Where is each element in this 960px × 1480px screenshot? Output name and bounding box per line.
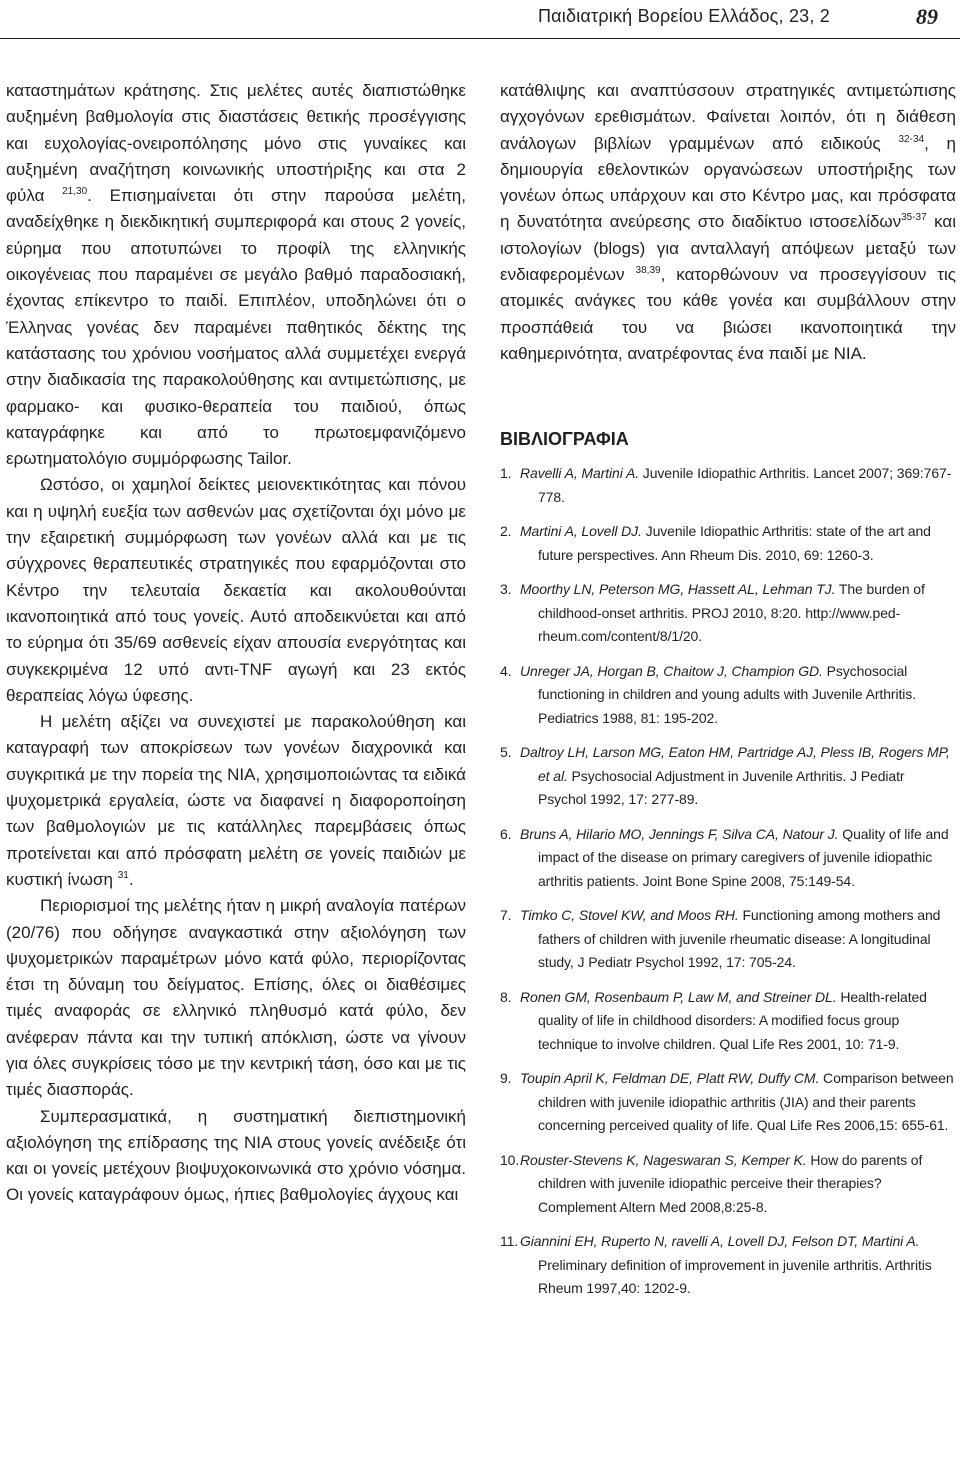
reference-item (500, 1149, 956, 1220)
reference-text: How do parents of children with juvenile idiopathic perceive their therapies? Complement Altern Med 2008,8:25-8. (538, 1151, 923, 1215)
reference-text: Preliminary definition of improvement in juvenile arthritis. Arthritis Rheum 1997,40: 1202-9. (538, 1256, 932, 1297)
reference-text: Psychosocial Adjustment in Juvenile Arthritis. J Pediatr Psychol 1992, 17: 277-89. (538, 767, 905, 808)
paragraph: Ωστόσο, οι χαμηλοί δείκτες μειονεκτικότητας και πόνου και η υψηλή ευεξία των ασθενών μας σχετίζονται όχι μόνο με την εξαιρετική συμμόρφωση των γονέων αλλά και με τις σύγχρονες θεραπευτικές στρατηγικές που εφαρμόζονται στο Κέντρο την τελευταία δεκαετία και ακολουθούνται ικανοποιητικά από τους γονείς. Αυτό αποδεικνύεται και από το εύρημα ότι 35/69 ασθενείς είχαν απουσία ενεργότητας και συγκεκριμένα 12 υπό αντι-TNF αγωγή και 23 εκτός θεραπείας λόγω ύφεσης. (6, 475, 466, 705)
paragraph-text: , η δημιουργία εθελοντικών οργανώσεων υποστήριξης των γονέων όπως υπάρχουν και στο Κέντρο μας, και πρόσφατα η δυνατότητα ανεύρεσης στο διαδίκτυο ιστοσελίδων (500, 133, 956, 232)
page-header (0, 0, 960, 44)
reference-number: 8. (500, 988, 512, 1005)
reference-authors: Unreger JA, Horgan B, Chaitow J, Champion GD. (520, 662, 823, 679)
reference-text: Juvenile Idiopathic Arthritis. Lancet 2007; 369:767-778. (538, 465, 952, 505)
reference-item (500, 1230, 956, 1301)
citation-superscript: 21,30 (62, 186, 88, 198)
page-number: 89 (916, 4, 938, 29)
reference-item (500, 462, 956, 509)
references-list (500, 462, 956, 1301)
paragraph-text: καταστημάτων κράτησης. Στις μελέτες αυτές διαπιστώθηκε αυξημένη βαθμολογία στις διαστάσεις θετικής προσέγγισης και ευχολογίας-ονειροπόλησης μόνο στις γυναίκες και αυξημένη αναζήτηση κοινωνικής υποστήριξης και στα 2 φύλα (6, 81, 466, 206)
paragraph-text: Η μελέτη αξίζει να συνεχιστεί με παρακολούθηση και καταγραφή των αποκρίσεων των γονέων διαχρονικά και συγκριτικά με την πορεία της ΝΙΑ, χρησιμοποιώντας τα ειδικά ψυχομετρικά εργαλεία, ώστε να διαφανεί η διαφοροποίηση των βαθμολογιών με τις κατάλληλες παρεμβάσεις όπως προτείνεται και από πρόσφατη μελέτη σε γονείς παιδιών με κυστική ίνωση (6, 712, 466, 889)
reference-text: Quality of life and impact of the disease on primary caregivers of juvenile idiopathic arthritis patients. Joint Bone Spine 2008, 75:149-54. (538, 825, 949, 889)
paragraph (6, 78, 466, 472)
reference-item (500, 741, 956, 812)
reference-number: 7. (500, 907, 512, 924)
reference-authors: Daltroy LH, Larson MG, Eaton HM, Partridge AJ, Pless IB, Rogers MP, et al. (520, 744, 950, 784)
reference-authors: Ronen GM, Rosenbaum P, Law M, and Streiner DL. (520, 988, 837, 1005)
paragraph-text: . Επισημαίνεται ότι στην παρούσα μελέτη, αναδείχθηκε η διεκδικητική συμπεριφορά και στους 2 γονείς, εύρημα που αποτυπώνει το προφίλ της ελληνικής οικογένειας που παραμένει σε μεγάλο βαθμό παραδοσιακή, έχοντας επίκεντρο το παιδί. Επιπλέον, υποδηλώνει ότι ο Έλληνας γονέας δεν παραμένει παθητικός δέκτης της κατάστασης του χρόνιου νοσήματος αλλά συμμετέχει ενεργά στην διαδικασία της παρακολούθησης και αντιμετώπισης, με φαρμακο- και φυσικο-θεραπεία του παιδιού, όπως καταγράφηκε και από το πρωτοεμφανιζόμενο ερωτηματολόγιο συμμόρφωσης Tailor. (6, 186, 466, 469)
citation-superscript: 32-34 (898, 133, 925, 145)
paragraph: Συμπερασματικά, η συστηματική διεπιστημονική αξιολόγηση της επίδρασης της ΝΙΑ στους γονείς ανέδειξε ότι και οι γονείς μετέχουν βιοψυχοκοινωνικά στο χρόνιο νόσημα. Οι γονείς καταγράφουν όμως, ήπιες βαθμολογίες άγχους και (6, 1106, 466, 1205)
citation-superscript: 35-37 (901, 212, 927, 224)
reference-authors: Giannini EH, Ruperto N, ravelli A, Lovell DJ, Felson DT, Martini A. (520, 1233, 920, 1250)
reference-number: 5. (500, 744, 512, 761)
reference-text: Juvenile Idiopathic Arthritis: state of the art and future perspectives. Ann Rheum Dis. 2010, 69: 1260-3. (538, 523, 931, 563)
reference-item (500, 1067, 956, 1138)
reference-authors: Martini A, Lovell DJ. (520, 523, 642, 540)
reference-number: 1. (500, 465, 512, 482)
header-divider (0, 38, 960, 39)
reference-authors: Timko C, Stovel KW, and Moos RH. (520, 907, 739, 924)
citation-superscript: 38,39 (635, 265, 661, 277)
reference-item (500, 660, 956, 731)
reference-item (500, 578, 956, 649)
reference-text: Psychosocial functioning in children and young adults with Juvenile Arthritis. Pediatrics 1988, 81: 195-202. (538, 662, 916, 726)
references-heading: ΒΙΒΛΙΟΓΡΑΦΙΑ (500, 429, 629, 450)
paragraph (6, 709, 466, 893)
paragraph-text: κατάθλιψης και αναπτύσσουν στρατηγικές αντιμετώπισης αγχογόνων ερεθισμάτων. Φαίνεται λοιπόν, ότι η διάθεση ανάλογων βιβλίων γραμμένων από ειδικούς (500, 81, 956, 153)
reference-number: 3. (500, 581, 512, 598)
reference-number: 9. (500, 1070, 512, 1087)
reference-text: Comparison between children with juvenile idiopathic arthritis (JIA) and their parents concerning perceived quality of life. Qual Life Res 2006,15: 655-61. (538, 1070, 954, 1134)
paragraph-text: , κατορθώνουν να προσεγγίσουν τις ατομικές ανάγκες του κάθε γονέα και συμβάλλουν στην προσπάθειά του να βιώσει ικανοποιητικά την καθημερινότητα, ανατρέφοντας ένα παιδί με ΝΙΑ. (500, 265, 956, 363)
reference-item (500, 823, 956, 894)
reference-number: 11. (500, 1233, 519, 1250)
reference-number: 4. (500, 662, 512, 679)
paragraph-text: και ιστολογίων (blogs) για ανταλλαγή απόψεων μεταξύ των ενδιαφερομένων (500, 212, 956, 285)
reference-item (500, 986, 956, 1057)
reference-text: The burden of childhood-onset arthritis. PROJ 2010, 8:20. http://www.ped-rheum.com/content/8/1/20. (538, 581, 925, 645)
left-column (6, 78, 466, 1209)
reference-authors: Bruns A, Hilario MO, Jennings F, Silva CA, Natour J. (520, 825, 839, 842)
reference-text: Health-related quality of life in childhood disorders: A modified focus group technique to involve children. Qual Life Res 2001, 10: 71-9. (538, 988, 927, 1052)
journal-title: Παιδιατρική Βορείου Ελλάδος, 23, 2 (537, 6, 830, 26)
reference-item (500, 904, 956, 975)
reference-authors: Rouster-Stevens K, Nageswaran S, Kemper K. (520, 1151, 807, 1168)
reference-authors: Toupin April K, Feldman DE, Platt RW, Duffy CM. (520, 1070, 820, 1087)
paragraph (500, 78, 956, 367)
reference-number: 10. (500, 1151, 520, 1168)
paragraph: Περιορισμοί της μελέτης ήταν η μικρή αναλογία πατέρων (20/76) που οδήγησε αναγκαστικά στην αξιολόγηση των ψυχομετρικών παραμέτρων μόνο κατά φύλο, περιορίζοντας έτσι τη δύναμη του δείγματος. Επίσης, όλες οι διαθέσιμες τιμές αναφοράς σε ελληνικό πληθυσμό κατά φύλο, δεν ανέφεραν πάντα και την τυπική απόκλιση, ώστε να γίνουν για όλες συγκρίσεις τόσο με την κεντρική τάση, όσο και με τις τιμές διασποράς. (6, 896, 466, 1100)
reference-number: 6. (500, 825, 512, 842)
right-column (500, 78, 956, 1312)
paragraph-text: . (128, 869, 134, 889)
reference-authors: Ravelli A, Martini A. (520, 465, 640, 482)
reference-item (500, 520, 956, 567)
reference-authors: Moorthy LN, Peterson MG, Hassett AL, Lehman TJ. (520, 581, 836, 598)
citation-superscript: 31 (117, 869, 129, 881)
reference-number: 2. (500, 523, 512, 540)
reference-text: Functioning among mothers and fathers of children with juvenile rheumatic disease: A longitudinal study, J Pediatr Psychol 1992, 17: 705-24. (538, 907, 941, 971)
